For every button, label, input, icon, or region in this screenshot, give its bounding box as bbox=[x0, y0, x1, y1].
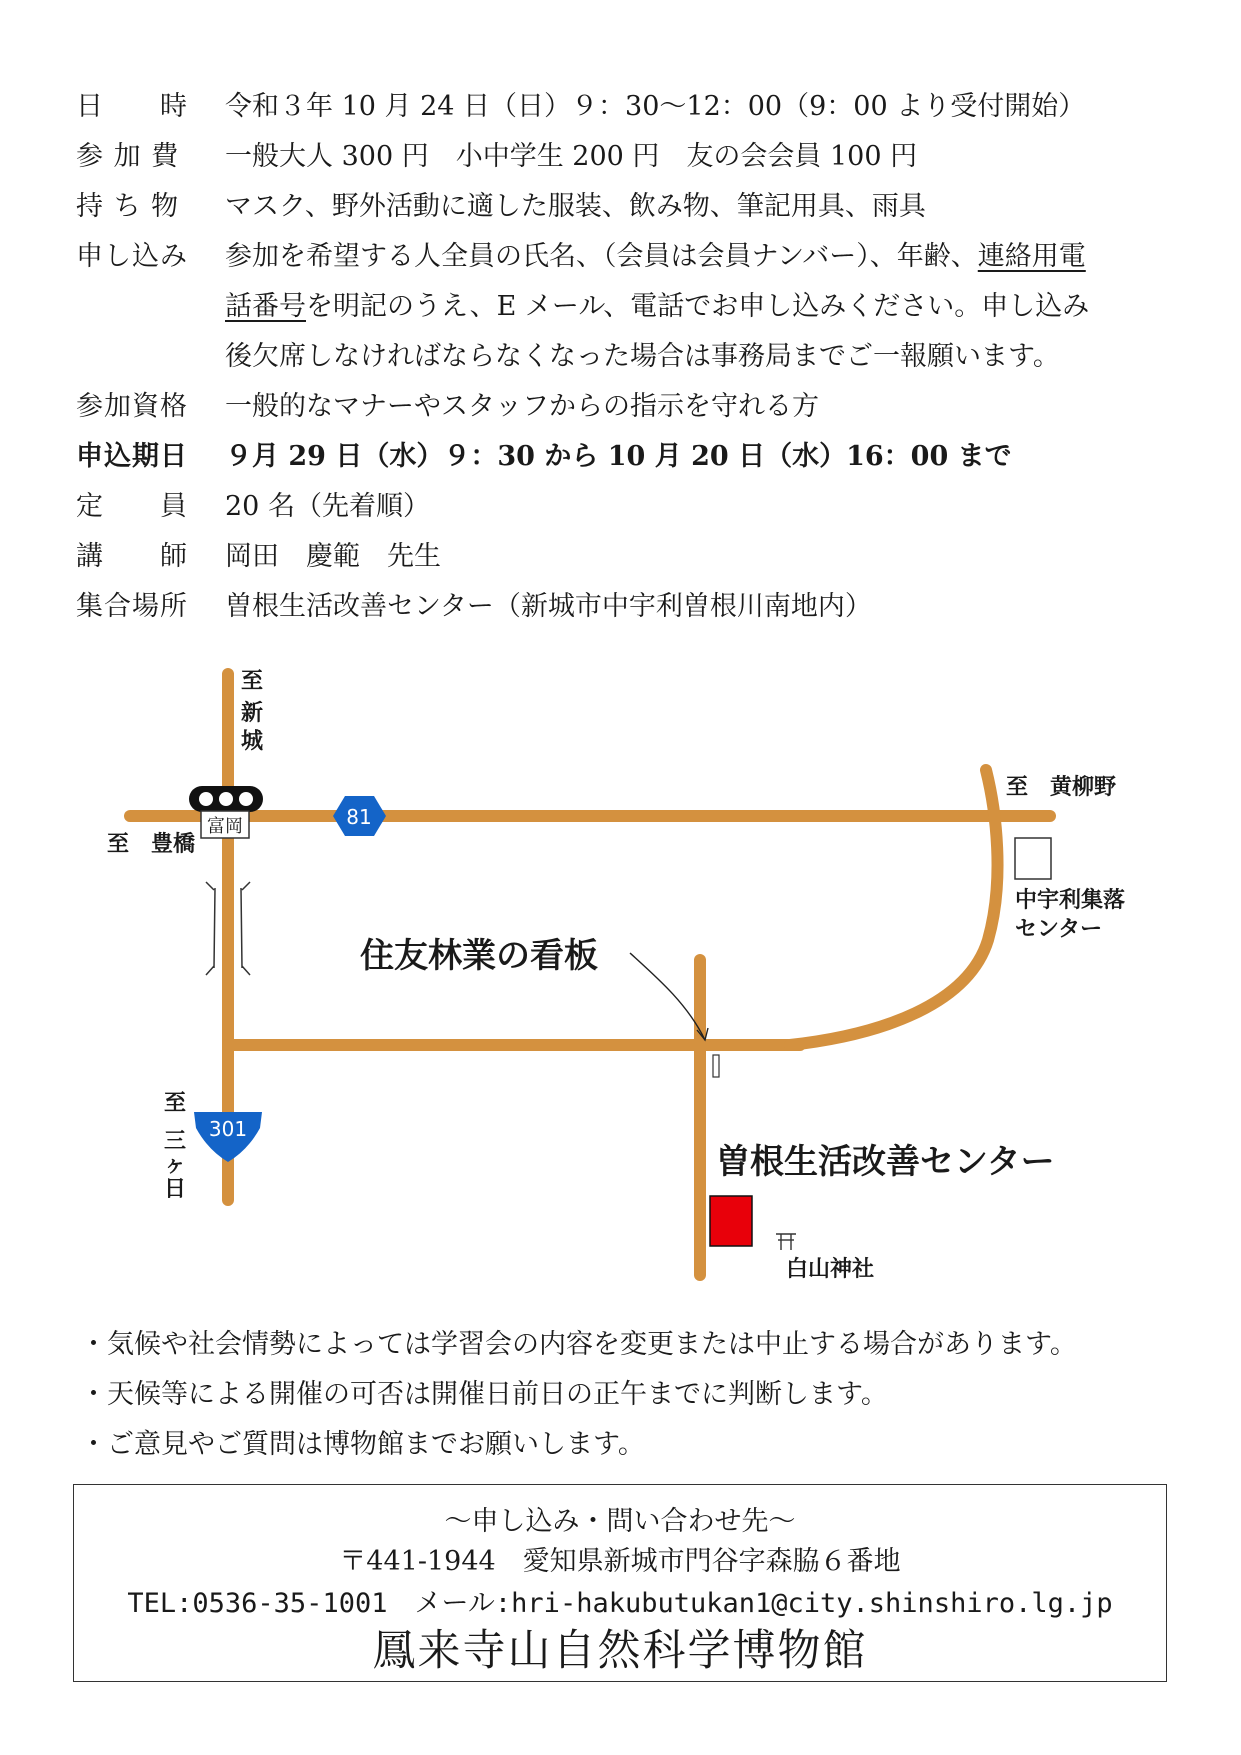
signboard-icon bbox=[713, 1055, 719, 1077]
label-lecturer: 講 師 bbox=[76, 541, 188, 572]
value-qualification: 一般的なマナーやスタッフからの指示を守れる方 bbox=[225, 391, 819, 422]
value-apply bbox=[225, 232, 1176, 382]
nakauri-center-box bbox=[1015, 838, 1051, 879]
label-fee: 参 加 費 bbox=[76, 141, 180, 172]
route-301-number: 301 bbox=[208, 1117, 248, 1141]
nakauri-center-label-1: 中宇利集落 bbox=[1015, 888, 1126, 913]
contact-address: 〒441-1944 愛知県新城市門谷字森脇６番地 bbox=[339, 1546, 901, 1577]
row-fee bbox=[76, 132, 1176, 182]
row-qualification bbox=[76, 382, 1176, 432]
to-toyohashi: 至 豊橋 bbox=[107, 832, 196, 857]
to-mikkabi-3: ヶ bbox=[163, 1153, 187, 1178]
to-shinshiro-2: 新 bbox=[240, 701, 264, 726]
bridge-right bbox=[241, 882, 250, 975]
value-meeting: 曽根生活改善センター（新城市中宇利曽根川南地内） bbox=[225, 591, 872, 622]
row-capacity bbox=[76, 482, 1176, 532]
bridge-left bbox=[206, 882, 215, 975]
nakauri-center-label-2: センター bbox=[1015, 917, 1103, 942]
museum-name: 鳳来寺山自然科学博物館 bbox=[372, 1626, 868, 1676]
value-fee: 一般大人 300 円 小中学生 200 円 友の会会員 100 円 bbox=[225, 141, 918, 172]
value-lecturer: 岡田 慶範 先生 bbox=[225, 541, 441, 572]
route-81-number: 81 bbox=[346, 805, 372, 829]
label-apply: 申し込み bbox=[76, 241, 188, 272]
to-shinshiro-1: 至 bbox=[240, 669, 264, 694]
label-capacity: 定 員 bbox=[76, 491, 188, 522]
note-3: ・ご意見やご質問は博物館までお願いします。 bbox=[80, 1429, 645, 1460]
row-deadline bbox=[76, 432, 1176, 482]
to-shinshiro-3: 城 bbox=[240, 729, 264, 754]
destination-marker bbox=[710, 1196, 752, 1246]
label-qualification: 参加資格 bbox=[76, 391, 188, 422]
access-map bbox=[0, 650, 1241, 1300]
sone-center-label: 曽根生活改善センター bbox=[716, 1142, 1055, 1182]
note-2: ・天候等による開催の可否は開催日前日の正午までに判断します。 bbox=[80, 1379, 888, 1410]
apply-text-3: 後欠席しなければならなくなった場合は事務局までご一報願います。 bbox=[225, 341, 1060, 372]
row-meeting bbox=[76, 582, 1176, 632]
value-items: マスク、野外活動に適した服装、飲み物、筆記用具、雨具 bbox=[225, 191, 926, 222]
to-koyagino: 至 黄柳野 bbox=[1006, 775, 1117, 800]
route-301-marker bbox=[194, 1112, 262, 1162]
row-apply bbox=[76, 232, 1176, 382]
apply-phone-underline-2: 話番号 bbox=[225, 291, 306, 322]
contact-tel-mail: TEL:0536-35-1001 メール:hri-hakubutukan1@city.shinshiro.lg.jp bbox=[127, 1588, 1113, 1619]
row-lecturer bbox=[76, 532, 1176, 582]
shrine-icon bbox=[776, 1234, 796, 1250]
traffic-signal-icon bbox=[189, 786, 263, 812]
to-mikkabi-2: 三 bbox=[163, 1129, 187, 1154]
note-1: ・気候や社会情勢によっては学習会の内容を変更または中止する場合があります。 bbox=[80, 1329, 1077, 1360]
event-info bbox=[76, 82, 1176, 632]
notes bbox=[80, 1320, 1180, 1470]
apply-text-1a: 参加を希望する人全員の氏名、（会員は会員ナンバー）、年齢、 bbox=[225, 241, 978, 272]
sumitomo-sign-label: 住友林業の看板 bbox=[360, 936, 598, 976]
route-81-marker bbox=[333, 796, 386, 836]
row-items bbox=[76, 182, 1176, 232]
row-datetime bbox=[76, 82, 1176, 132]
label-datetime: 日 時 bbox=[76, 91, 188, 122]
hakusan-shrine-label: 白山神社 bbox=[786, 1257, 875, 1282]
tomioka-label: 富岡 bbox=[207, 816, 243, 837]
to-mikkabi-1: 至 bbox=[163, 1091, 187, 1116]
value-capacity: 20 名（先着順） bbox=[225, 491, 430, 522]
to-mikkabi-4: 日 bbox=[163, 1177, 187, 1202]
label-items: 持 ち 物 bbox=[76, 191, 180, 222]
sign-arrow bbox=[630, 953, 705, 1040]
contact-heading: 〜申し込み・問い合わせ先〜 bbox=[444, 1506, 796, 1537]
label-deadline: 申込期日 bbox=[76, 441, 188, 472]
apply-phone-underline-1: 連絡用電 bbox=[977, 241, 1086, 272]
label-meeting: 集合場所 bbox=[76, 591, 188, 622]
contact-box bbox=[73, 1484, 1167, 1682]
apply-text-2b: を明記のうえ、E メール、電話でお申し込みください。申し込み bbox=[306, 291, 1090, 322]
value-datetime: 令和３年 10 月 24 日（日）９：30〜12：00（9：00 より受付開始） bbox=[225, 91, 1086, 122]
value-deadline: ９月 29 日（水）９：30 から 10 月 20 日（水）16：00 まで bbox=[225, 441, 1012, 472]
